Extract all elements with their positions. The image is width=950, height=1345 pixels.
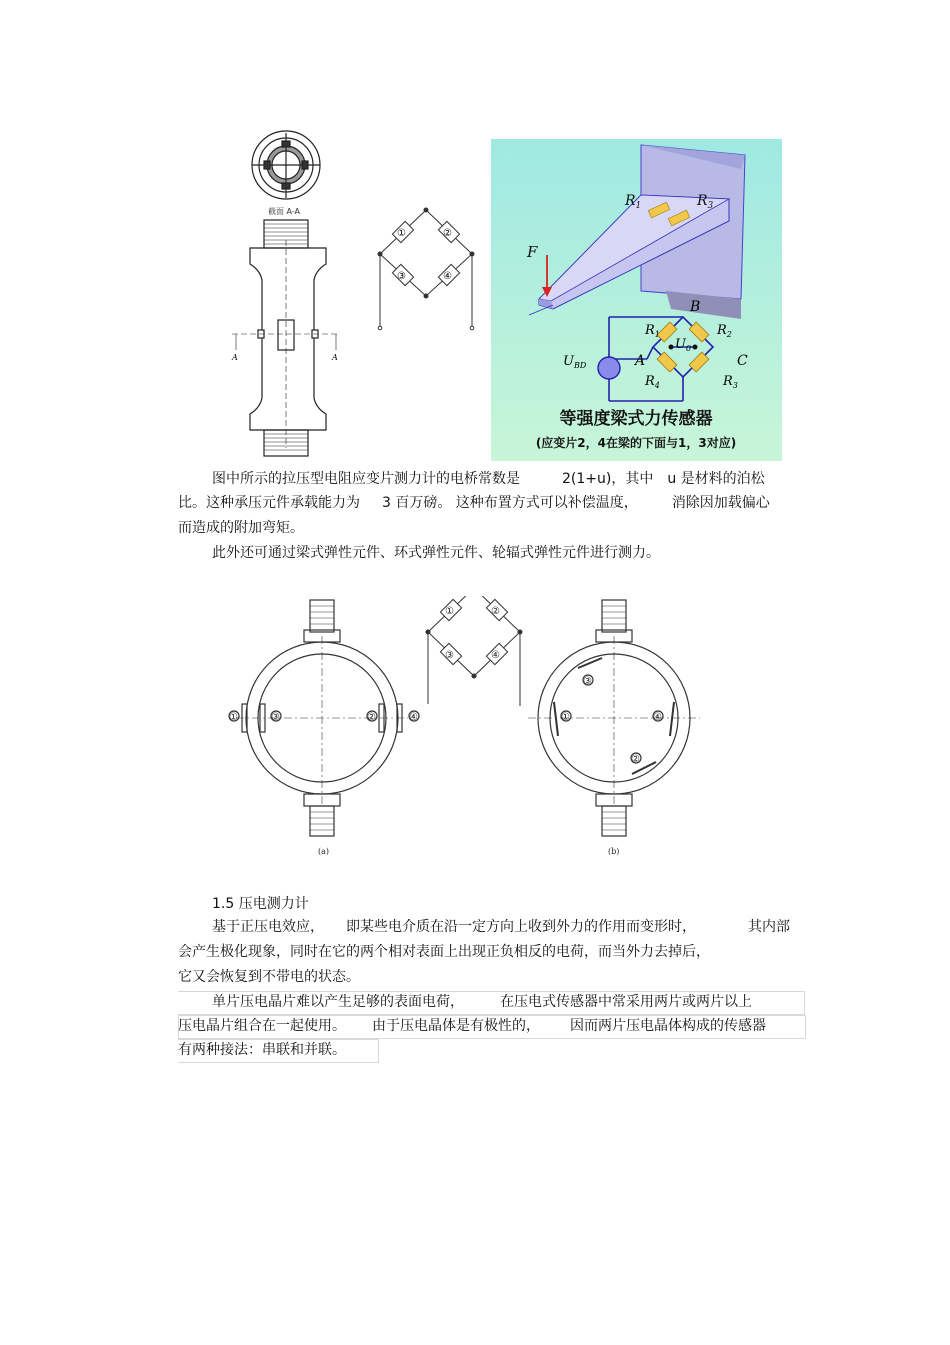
ring-b-label-1: ①: [561, 712, 570, 723]
load-cell-figure: [230, 128, 490, 458]
paragraph-1-line-1: 图中所示的拉压型电阻应变片测力计的电桥常数是 2(1+u)，其中 u 是材料的泊松: [212, 471, 765, 487]
bridge-ring-label-4: ④: [491, 650, 500, 661]
ring-b: [528, 600, 700, 836]
load-cell-body: [232, 220, 340, 456]
label-b: B: [690, 299, 701, 315]
ring-a-label-3: ③: [271, 712, 280, 723]
label-f: F: [527, 243, 538, 261]
label-ubd: $U_{BD}$: [563, 354, 587, 370]
label-r2-bridge: $R_2$: [717, 323, 732, 339]
section-p2-line-3: 有两种接法：串联和并联。: [178, 1042, 346, 1058]
bridge-label-3: ③: [397, 271, 406, 282]
bridge-label-2: ②: [443, 228, 452, 239]
ring-a-label-1: ①: [229, 712, 238, 723]
label-c: C: [737, 353, 748, 369]
bridge-ring-label-2: ②: [491, 606, 500, 617]
ring-b-label-2: ②: [631, 754, 640, 765]
label-r3: $R_3$: [697, 193, 714, 211]
ring-b-label-3: ③: [583, 676, 592, 687]
label-r1: $R_1$: [625, 193, 642, 211]
section-label: 截面 A-A: [268, 207, 301, 216]
label-r3-bridge: $R_3$: [723, 374, 738, 390]
ring-a: [229, 600, 419, 836]
ring-a-label-4: ④: [409, 712, 418, 723]
bridge-label-4: ④: [443, 271, 452, 282]
label-u0: $U_0$: [675, 337, 692, 353]
bridge-label-1: ①: [397, 228, 406, 239]
cross-section-view: [252, 131, 320, 199]
label-a: A: [635, 353, 646, 369]
cut-label-right: A: [332, 353, 338, 362]
section-p1-line-2: 会产生极化现象，同时在它的两个相对表面上出现正负相反的电荷，而当外力去掉后，: [178, 944, 710, 960]
ring-b-label-4: ④: [653, 712, 662, 723]
section-p1-line-1: 基于正压电效应， 即某些电介质在沿一定方向上收到外力的作用而变形时， 其内部: [212, 919, 790, 935]
bridge-circuit-ring: [426, 596, 540, 706]
bridge-circuit: [378, 208, 474, 330]
paragraph-1-line-3: 而造成的附加弯矩。: [178, 520, 304, 536]
caption-a: (a): [318, 847, 330, 856]
section-p1-line-3: 它又会恢复到不带电的状态。: [178, 969, 360, 985]
cut-label-left: A: [232, 353, 238, 362]
caption-b: (b): [608, 847, 620, 856]
bridge-ring-label-3: ③: [445, 650, 454, 661]
label-r1-bridge: $R_1$: [645, 323, 660, 339]
voltage-source: [598, 357, 620, 379]
section-p2-line-2: 压电晶片组合在一起使用。 由于压电晶体是有极性的， 因而两片压电晶体构成的传感器: [178, 1018, 766, 1034]
figure-subtitle: (应变片2，4在梁的下面与1，3对应): [535, 436, 737, 450]
figure-title: 等强度梁式力传感器: [559, 409, 713, 429]
bridge-ring-label-1: ①: [445, 606, 454, 617]
section-heading: 1.5 压电测力计: [212, 896, 309, 912]
paragraph-1-line-2: 比。这种承压元件承载能力为 3 百万磅。 这种布置方式可以补偿温度， 消除因加载偏心: [178, 495, 770, 511]
beam-sensor-figure: [491, 139, 782, 461]
label-r4-bridge: $R_4$: [645, 374, 660, 390]
paragraph-2: 此外还可通过梁式弹性元件、环式弹性元件、轮辐式弹性元件进行测力。: [212, 545, 660, 561]
section-p2-line-1: 单片压电晶片难以产生足够的表面电荷， 在压电式传感器中常采用两片或两片以上: [212, 994, 752, 1010]
ring-element-figure: [222, 596, 702, 860]
ring-a-label-2: ②: [367, 712, 376, 723]
